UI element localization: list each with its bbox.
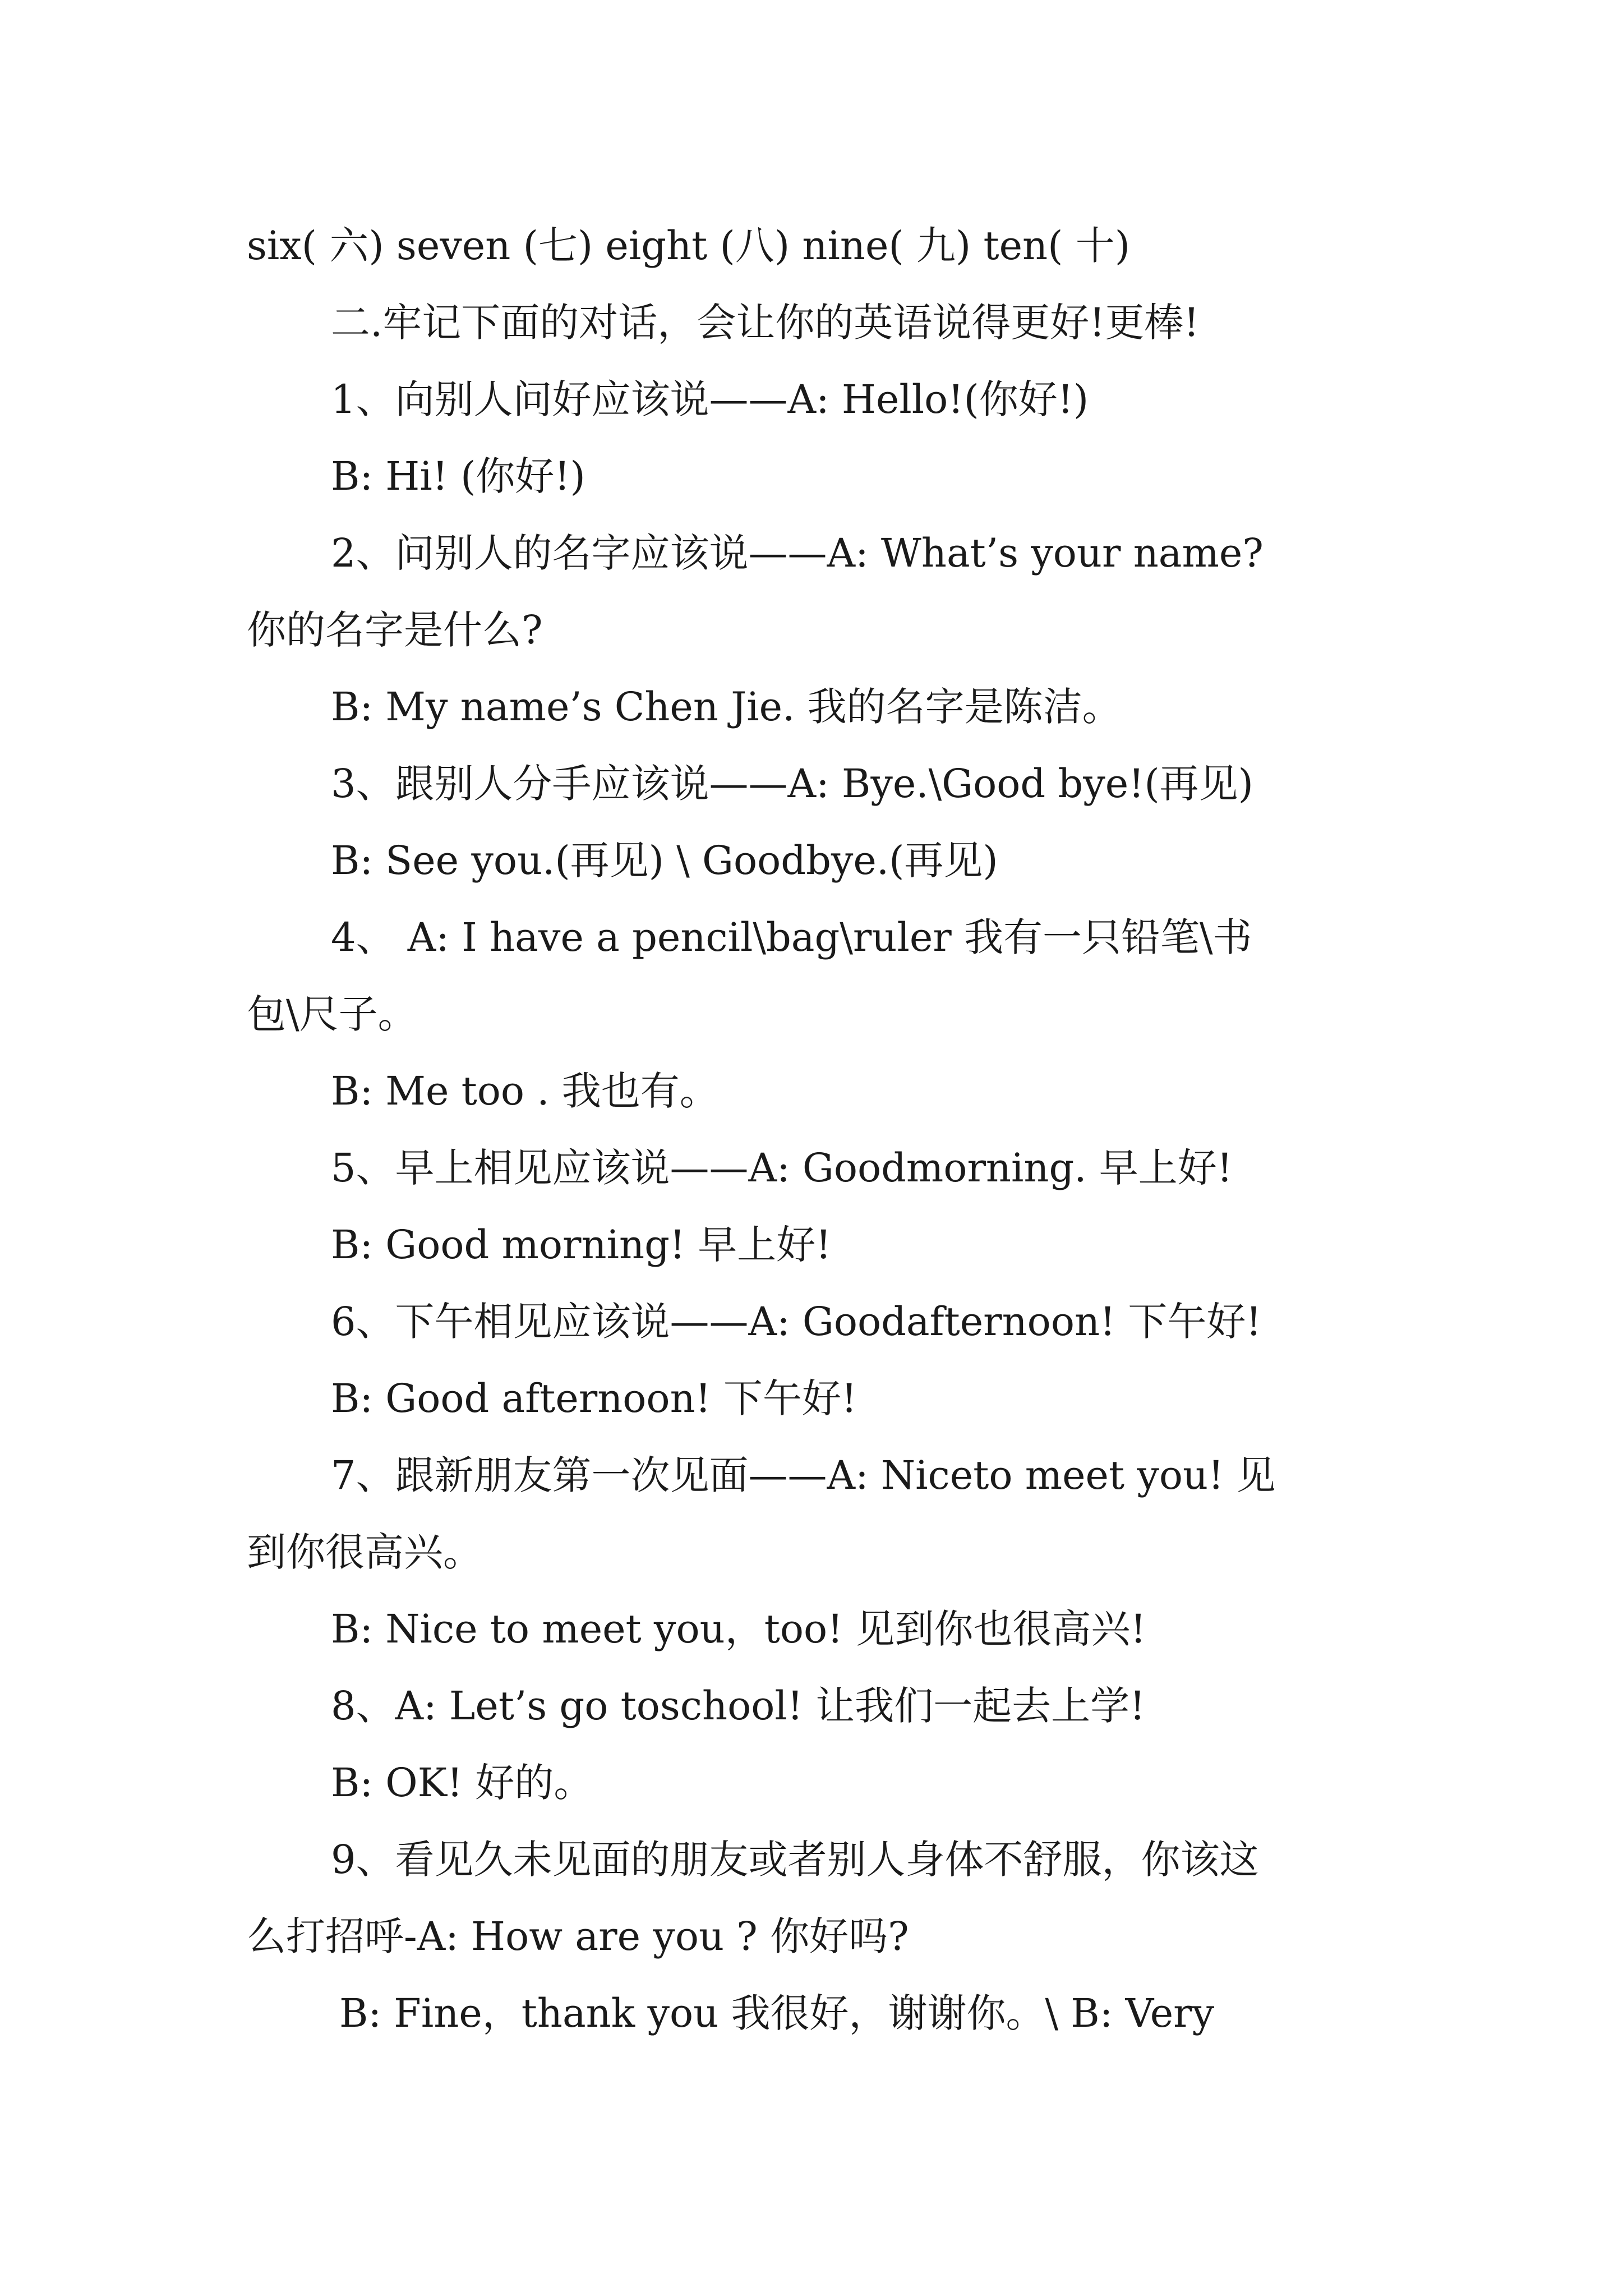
dialogue-7-answer: B: Nice to meet you，too! 见到你也很高兴! [331, 1606, 1146, 1652]
dialogue-1-question: 1、向别人问好应该说——A: Hello!(你好!) [331, 376, 1089, 422]
dialogue-7-question: 7、跟新朋友第一次见面——A: Niceto meet you! 见 [331, 1452, 1276, 1498]
dialogue-5-answer: B: Good morning! 早上好! [331, 1222, 832, 1268]
dialogue-4-question-continued: 包\尺子。 [247, 991, 417, 1037]
dialogue-8-question: 8、A: Let’s go toschool! 让我们一起去上学! [331, 1683, 1146, 1729]
dialogue-6-question: 6、下午相见应该说——A: Goodafternoon! 下午好! [331, 1299, 1262, 1345]
dialogue-6-answer: B: Good afternoon! 下午好! [331, 1375, 857, 1421]
dialogue-9-answer: B: Fine，thank you 我很好，谢谢你。\ B: Very [339, 1990, 1215, 2036]
dialogue-4-answer: B: Me too . 我也有。 [331, 1068, 719, 1114]
dialogue-3-question: 3、跟别人分手应该说——A: Bye.\Good bye!(再见) [331, 761, 1253, 807]
dialogue-8-answer: B: OK! 好的。 [331, 1760, 593, 1806]
section-heading: 二.牢记下面的对话，会让你的英语说得更好!更棒! [331, 300, 1200, 346]
dialogue-4-question: 4、 A: I have a pencil\bag\ruler 我有一只铅笔\书 [331, 914, 1252, 960]
dialogue-2-answer: B: My name’s Chen Jie. 我的名字是陈洁。 [331, 684, 1122, 730]
dialogue-1-answer: B: Hi! (你好!) [331, 453, 585, 499]
dialogue-2-question: 2、问别人的名字应该说——A: What’s your name? [331, 530, 1264, 576]
number-words-line: six( 六) seven (七) eight (八) nine( 九) ten( 十) [247, 223, 1130, 269]
dialogue-9-question: 9、看见久未见面的朋友或者别人身体不舒服，你该这 [331, 1837, 1259, 1883]
dialogue-2-question-continued: 你的名字是什么? [247, 607, 543, 653]
dialogue-9-question-continued: 么打招呼-A: How are you ? 你好吗? [247, 1913, 909, 1959]
dialogue-3-answer: B: See you.(再见) \ Goodbye.(再见) [331, 838, 998, 884]
dialogue-7-question-continued: 到你很高兴。 [247, 1529, 482, 1575]
dialogue-5-question: 5、早上相见应该说——A: Goodmorning. 早上好! [331, 1145, 1233, 1191]
